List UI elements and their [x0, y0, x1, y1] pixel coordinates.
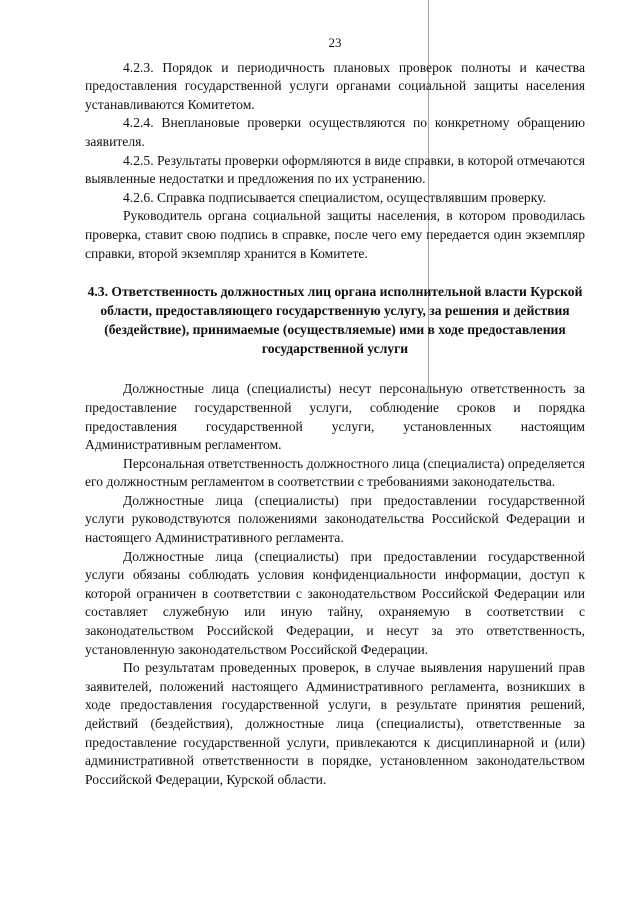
paragraph-personal-responsibility: Должностные лица (специалисты) несут персональную ответственность за предоставление государственной услуги, соблюдение сроков и порядка предоставления государственной услуги, установленных настоящим Административным регламентом. — [85, 381, 585, 453]
document-page — [85, 34, 585, 789]
paragraph-disciplinary-liability: По результатам проведенных проверок, в случае выявления нарушений прав заявителей, положений настоящего Административного регламента, возникших в ходе предоставления государственной услуги, в результате принятия решений, действий (бездействия), должностные лица (специалисты), ответственные за предоставление государственной услуги, привлекаются к дисциплинарной и (или) административной ответственности в порядке, установленном законодательством Российской Федерации, Курской области. — [85, 660, 585, 787]
paragraph-4-2-6: 4.2.6. Справка подписывается специалистом, осуществлявшим проверку. — [123, 189, 546, 205]
paragraph-confidentiality: Должностные лица (специалисты) при предоставлении государственной услуги обязаны соблюдать условия конфиденциальности информации, доступ к которой ограничен в соответствии с законодательством Российской Федерации или составляет служебную или иную тайну, охраняемую в соответствии с законодательством Российской Федерации, и несут за это ответственность, установленную законодательством Российской Федерации. — [85, 548, 585, 657]
paragraph-job-regulation: Персональная ответственность должностного лица (специалиста) определяется его должностным регламентом в соответствии с требованиями законодательства. — [85, 455, 585, 490]
paragraph-legislation-guidance: Должностные лица (специалисты) при предоставлении государственной услуги руководствуются положениями законодательства Российской Федерации и настоящего Административного регламента. — [85, 492, 585, 546]
paragraph-4-2-5: 4.2.5. Результаты проверки оформляются в виде справки, в которой отмечаются выявленные недостатки и предложения по их устранению. — [85, 152, 585, 187]
section-heading-4-3: 4.3. Ответственность должностных лиц органа исполнительной власти Курской области, предоставляющего государственную услугу, за решения и действия (бездействие), принимаемые (осуществляемые) ими в ходе предоставления государственной услуги — [87, 284, 583, 356]
paragraph-4-2-3: 4.2.3. Порядок и периодичность плановых проверок полноты и качества предоставления государственной услуги органами социальной защиты населения устанавливаются Комитетом. — [85, 59, 585, 112]
page-number: 23 — [328, 35, 342, 50]
paragraph-4-2-4: 4.2.4. Внеплановые проверки осуществляются по конкретному обращению заявителя. — [85, 115, 585, 149]
paragraph-head-signature: Руководитель органа социальной защиты населения, в котором проводилась проверка, ставит свою подпись в справке, после чего ему передается один экземпляр справки, второй экземпляр хранится в Комитете. — [85, 208, 585, 261]
